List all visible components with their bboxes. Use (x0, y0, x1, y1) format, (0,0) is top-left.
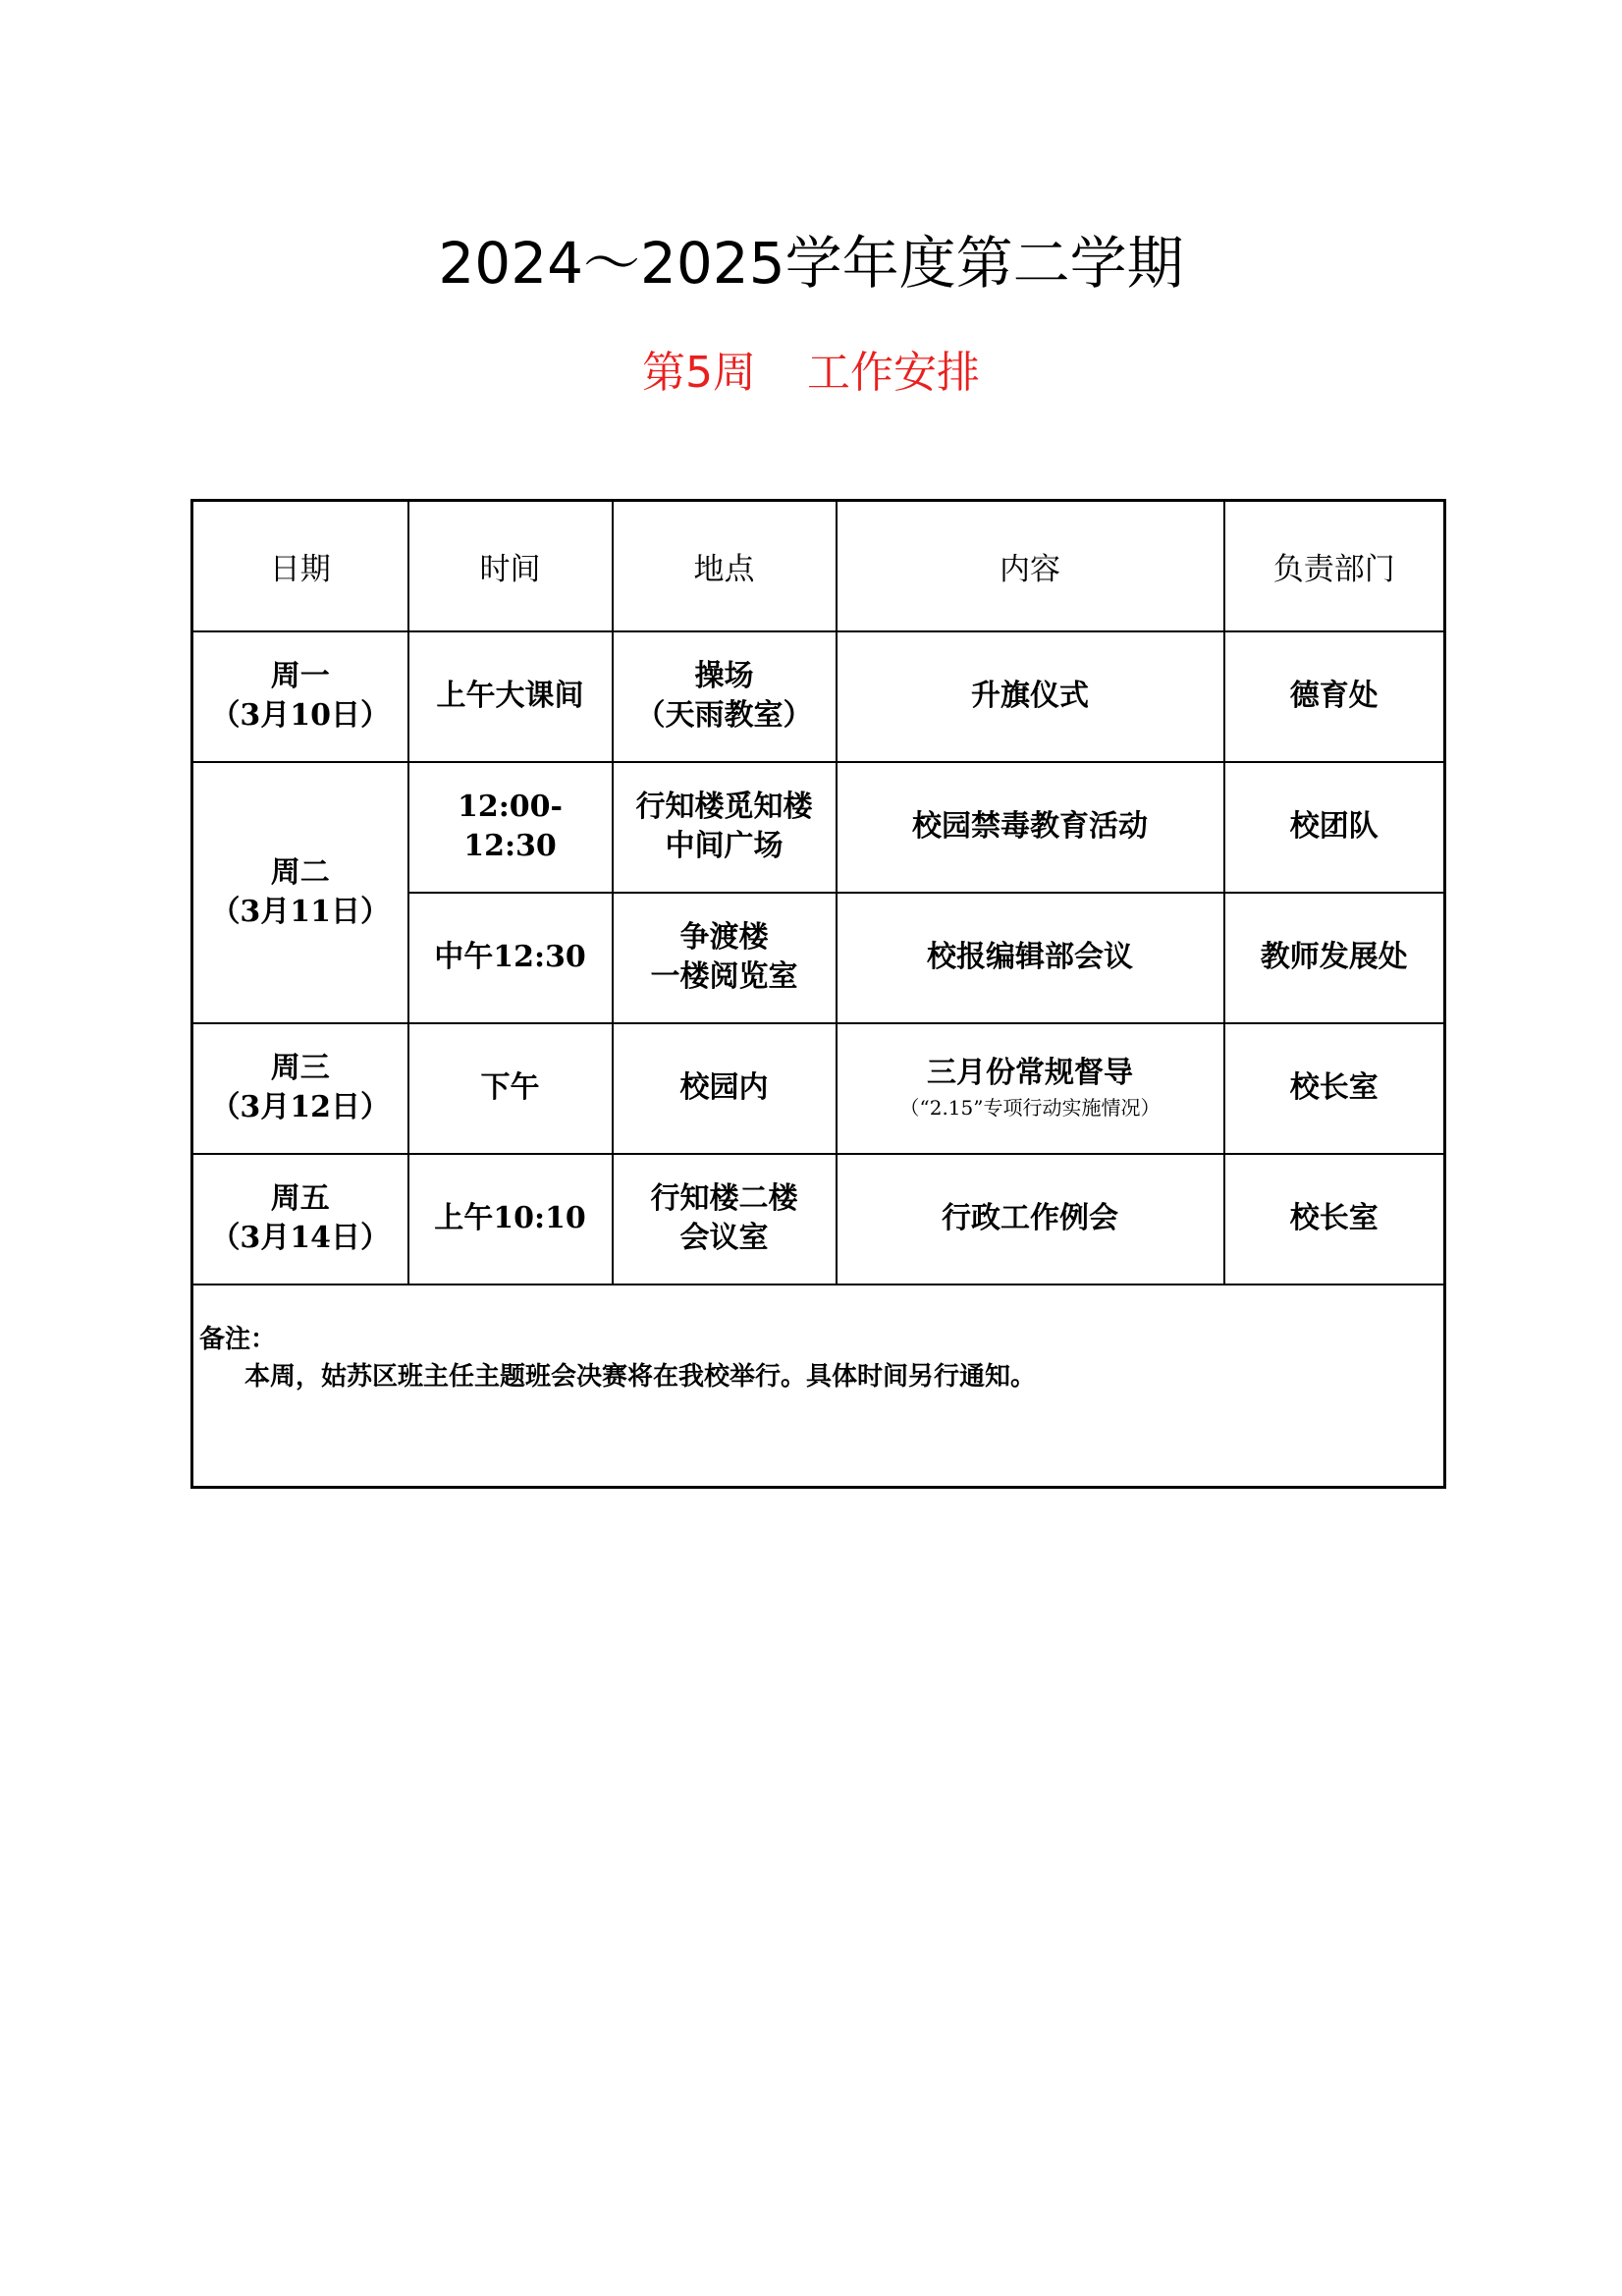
content-cell: 校园禁毒教育活动 (837, 762, 1224, 893)
notes-row (192, 1285, 1445, 1488)
day-label: 周五 (270, 1181, 330, 1216)
date-label: （3月10日） (210, 698, 391, 733)
content-cell: 行政工作例会 (837, 1154, 1224, 1285)
dept-cell: 校长室 (1224, 1154, 1445, 1285)
place-cell (613, 1154, 837, 1285)
table-row (192, 631, 1445, 762)
date-label: （3月12日） (210, 1090, 391, 1124)
content-note: （“2.15”专项行动实施情况） (899, 1096, 1161, 1120)
table-row (192, 762, 1445, 893)
subtitle-text: 工作安排 (807, 348, 980, 398)
date-cell (192, 1154, 408, 1285)
column-header-date: 日期 (192, 501, 408, 631)
date-cell (192, 762, 408, 1023)
place-line: （天雨教室） (635, 698, 813, 733)
column-header-time: 时间 (408, 501, 613, 631)
place-line: 一楼阅览室 (650, 959, 798, 994)
date-label: （3月14日） (210, 1221, 391, 1255)
table-row (192, 1154, 1445, 1285)
column-header-content: 内容 (837, 501, 1224, 631)
day-label: 周二 (270, 854, 330, 890)
notes-text: 本周，姑苏区班主任主题班会决赛将在我校举行。具体时间另行通知。 (244, 1361, 1037, 1392)
time-cell: 上午10:10 (408, 1154, 613, 1285)
column-header-dept: 负责部门 (1224, 501, 1445, 631)
day-label: 周三 (270, 1051, 330, 1085)
notes-label: 备注： (199, 1324, 277, 1354)
place-line: 行知楼二楼 (650, 1181, 798, 1216)
place-line: 中间广场 (665, 829, 784, 863)
date-cell (192, 631, 408, 762)
time-cell: 上午大课间 (408, 631, 613, 762)
date-cell (192, 1023, 408, 1154)
page-subtitle (0, 344, 1622, 403)
place-line: 操场 (694, 659, 754, 693)
dept-cell: 教师发展处 (1224, 893, 1445, 1023)
table-row (192, 1023, 1445, 1154)
time-cell: 12:00-12:30 (408, 762, 613, 893)
date-label: （3月11日） (210, 894, 391, 929)
content-cell: 校报编辑部会议 (837, 893, 1224, 1023)
header-row (192, 501, 1445, 631)
page-title: 2024～2025学年度第二学期 (438, 230, 1184, 297)
place-cell (613, 631, 837, 762)
notes-cell (192, 1285, 1445, 1488)
content-title: 三月份常规督导 (927, 1056, 1133, 1090)
place-cell: 校园内 (613, 1023, 837, 1154)
column-header-place: 地点 (613, 501, 837, 631)
dept-cell: 校长室 (1224, 1023, 1445, 1154)
place-cell (613, 762, 837, 893)
time-cell: 中午12:30 (408, 893, 613, 1023)
content-cell (837, 1023, 1224, 1154)
dept-cell: 校团队 (1224, 762, 1445, 893)
day-label: 周一 (270, 659, 330, 693)
place-line: 争渡楼 (679, 920, 769, 955)
week-label: 第5周 (642, 348, 756, 398)
dept-cell: 德育处 (1224, 631, 1445, 762)
schedule-table (190, 499, 1446, 1489)
place-cell (613, 893, 837, 1023)
place-line: 行知楼觅知楼 (635, 790, 813, 824)
time-cell: 下午 (408, 1023, 613, 1154)
content-cell: 升旗仪式 (837, 631, 1224, 762)
place-line: 会议室 (679, 1221, 769, 1255)
